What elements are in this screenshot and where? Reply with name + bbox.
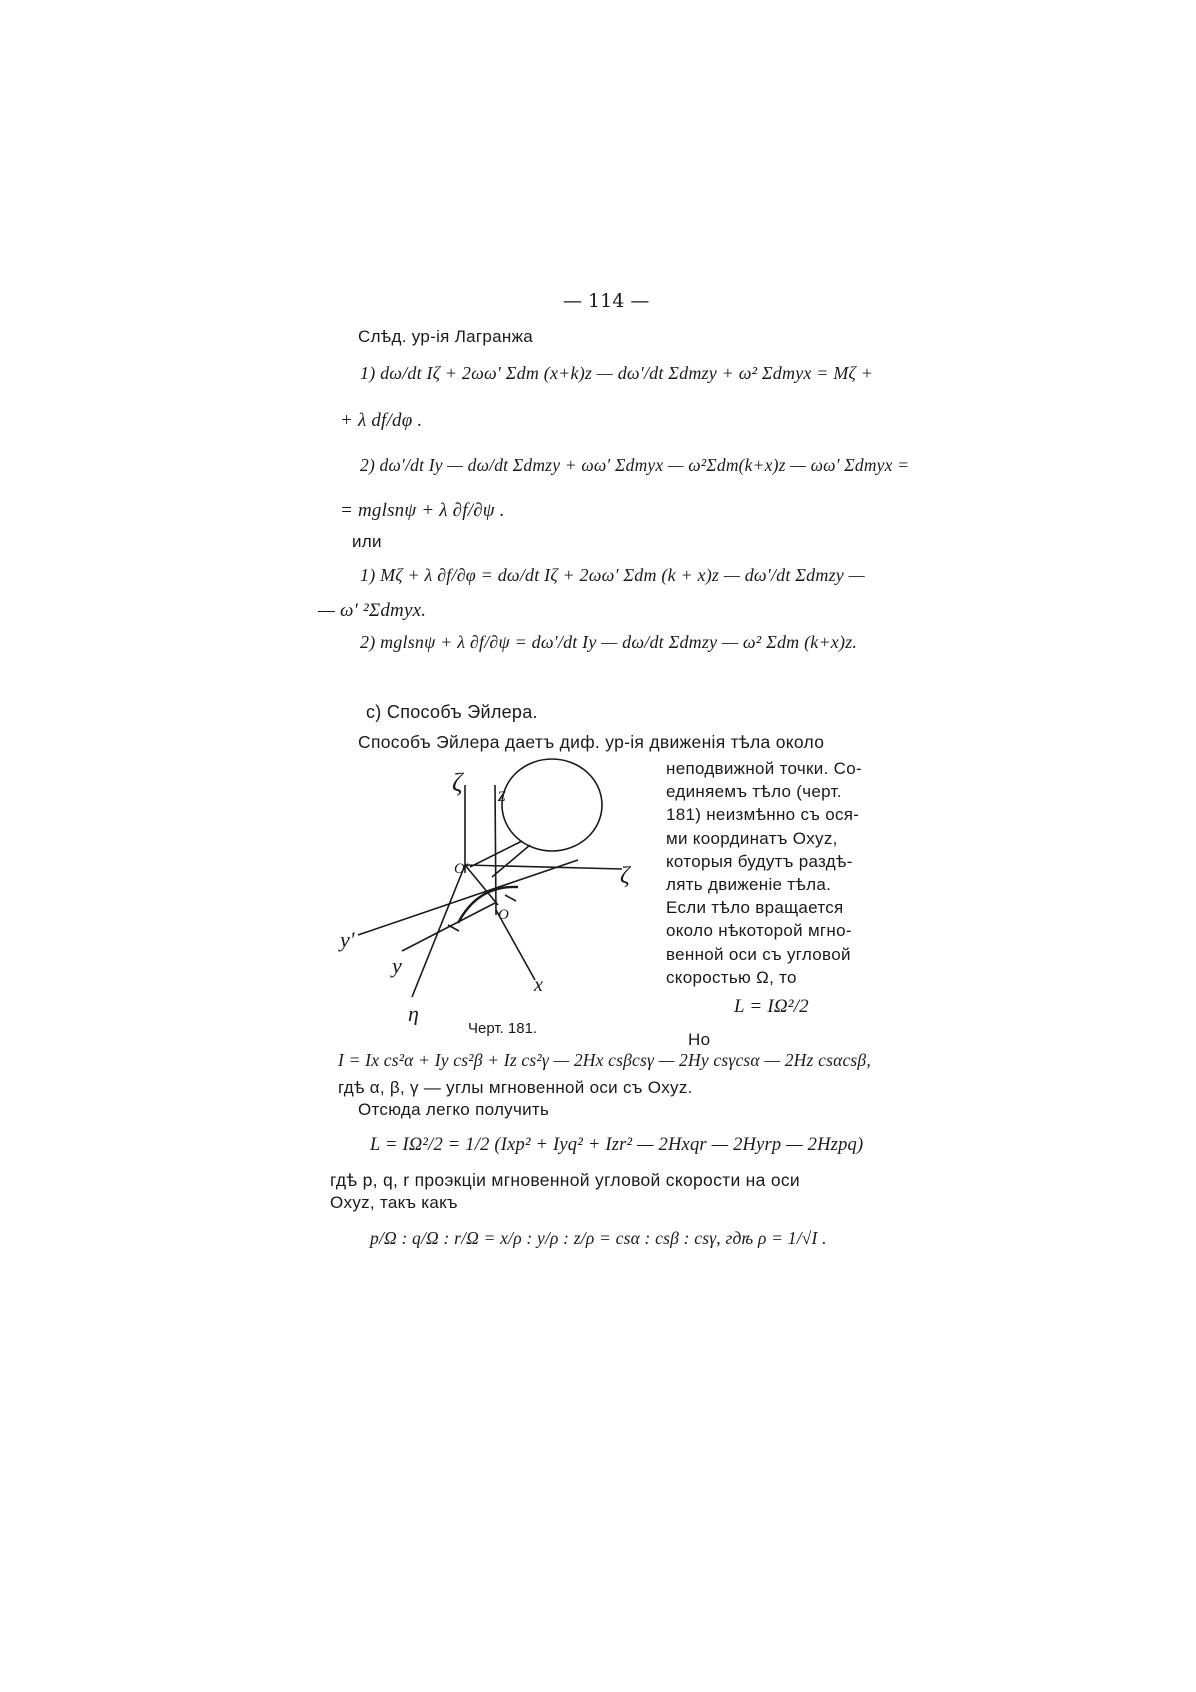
axis-zeta-horizontal <box>465 865 622 869</box>
label-zeta-right: ζ <box>620 863 630 889</box>
label-z: z <box>498 784 506 806</box>
para-line: Если тѣло вращается <box>666 898 844 918</box>
equation-2-line-2: = mglsnψ + λ ∂f/∂ψ . <box>340 500 505 521</box>
lagrange-intro: Слѣд. ур-iя Лагранжа <box>358 327 534 346</box>
axis-z <box>495 785 496 915</box>
axis-y <box>402 903 495 951</box>
tick-mark <box>505 895 516 901</box>
label-O: O <box>498 907 509 923</box>
where-pqr-line-1: гдѣ p, q, r проэкцiи мгновенной угловой скорости на оси <box>330 1170 800 1190</box>
where-pqr-line-2: Oxyz, такъ какъ <box>330 1193 458 1212</box>
para-line: венной оси съ угловой <box>666 944 851 964</box>
hence-line: Отсюда легко получить <box>358 1100 550 1119</box>
para-line: ми координатъ Oxyz, <box>666 828 838 848</box>
label-O-prime: O' <box>454 861 469 877</box>
para-line: около нѣкоторой мгно- <box>666 921 852 941</box>
alt-equation-1-line-1: 1) Mζ + λ ∂f/∂φ = dω/dt Iζ + 2ωω′ Σdm (k + x)z — dω′/dt Σdmzy — <box>360 565 865 585</box>
para-line: скоростью Ω, то <box>666 967 797 987</box>
euler-paragraph-column <box>666 757 878 989</box>
label-x: x <box>534 974 543 996</box>
figure-caption: Черт. 181. <box>468 1020 538 1037</box>
label-zeta: ζ <box>452 768 463 797</box>
label-y: y <box>392 953 402 978</box>
I-formula: I = Ix cs²α + Iy cs²β + Iz cs²γ — 2Hx csβcsγ — 2Hy csγcsα — 2Hz csαcsβ, <box>338 1050 871 1070</box>
ratio-formula: p/Ω : q/Ω : r/Ω = x/ρ : y/ρ : z/ρ = csα : csβ : csγ, гдѣ ρ = 1/√I . <box>370 1228 827 1248</box>
angles-line: гдѣ α, β, γ — углы мгновенной оси съ Oxyz. <box>338 1078 693 1097</box>
para-line: которыя будутъ раздѣ- <box>666 851 853 871</box>
euler-heading: с) Способъ Эйлера. <box>366 702 538 722</box>
figure-181 <box>330 755 660 1025</box>
equation-1-line-1: 1) dω/dt Iζ + 2ωω′ Σdm (x+k)z — dω′/dt Σdmzy + ω² Σdmyx = Mζ + <box>360 363 874 383</box>
alt-equation-1-line-2: — ω′ ²Σdmyx. <box>318 600 427 621</box>
label-y-prime: y' <box>340 927 355 952</box>
para-line: неподвижной точки. Со- <box>666 759 862 778</box>
rigid-body-circle <box>502 759 602 851</box>
or-word: или <box>352 532 382 551</box>
para-line: единяемъ тѣло (черт. <box>666 782 842 802</box>
para-line: лять движенiе тѣла. <box>666 875 832 895</box>
euler-paragraph-first-line: Способъ Эйлера даетъ диф. ур-iя движенiя тѣла около <box>358 732 825 752</box>
rod-line-2 <box>492 845 530 877</box>
page-number: — 114 — <box>563 290 650 312</box>
axis-eta <box>412 865 465 997</box>
L-formula: L = IΩ²/2 <box>734 996 809 1017</box>
equation-2-line-1: 2) dω′/dt Iy — dω/dt Σdmzy + ωω′ Σdmyx — ω²Σdm(k+x)z — ωω′ Σdmyx = <box>360 455 910 475</box>
label-eta: η <box>408 1001 419 1025</box>
connector-line <box>465 865 498 905</box>
L-expanded-formula: L = IΩ²/2 = 1/2 (Ixp² + Iyq² + Izr² — 2Hxqr — 2Hyrp — 2Hzpq) <box>370 1135 864 1155</box>
but-word: Но <box>688 1030 711 1049</box>
equation-1-line-2: + λ df/dφ . <box>340 410 423 431</box>
para-line: 181) неизмѣнно съ ося- <box>666 805 860 825</box>
tick-mark <box>448 925 459 931</box>
alt-equation-2: 2) mglsnψ + λ ∂f/∂ψ = dω′/dt Iy — dω/dt Σdmzy — ω² Σdm (k+x)z. <box>360 632 858 652</box>
